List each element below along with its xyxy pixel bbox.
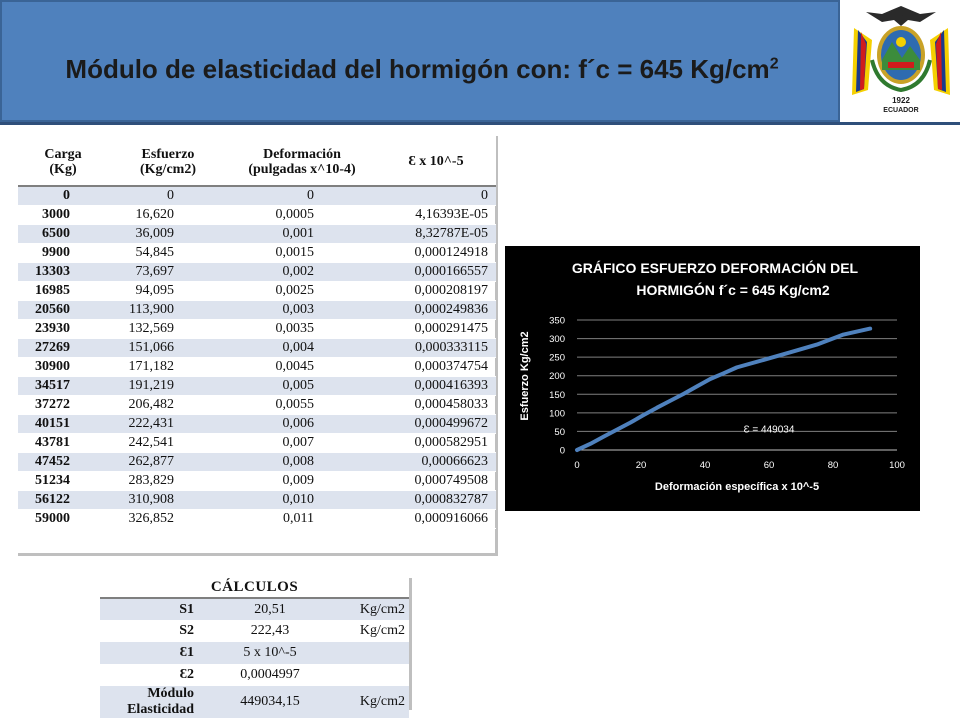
col-header-line: Esfuerzo bbox=[141, 146, 195, 162]
table-cell: 3000 bbox=[18, 206, 108, 225]
table-row bbox=[18, 225, 496, 244]
table-cell: 27269 bbox=[18, 339, 108, 358]
table-cell: 0,0055 bbox=[228, 396, 376, 415]
table-cell: 310,908 bbox=[108, 491, 228, 510]
table-cell: 0,000416393 bbox=[376, 377, 496, 396]
table-cell: 132,569 bbox=[108, 320, 228, 339]
table-cell: 51234 bbox=[18, 472, 108, 491]
table-header-row bbox=[18, 136, 496, 186]
calc-cell: 222,43 bbox=[250, 623, 290, 638]
emblem-year: 1922 bbox=[892, 96, 910, 105]
slide-title-superscript: 2 bbox=[769, 55, 779, 73]
table-cell: 0,0005 bbox=[228, 206, 376, 225]
table-cell: 0,000582951 bbox=[376, 434, 496, 453]
table-cell: 4,16393E-05 bbox=[376, 206, 496, 225]
table-body bbox=[18, 186, 496, 529]
plot-area bbox=[549, 316, 905, 472]
col-header-line: Carga bbox=[44, 146, 82, 162]
table-cell: 73,697 bbox=[108, 263, 228, 282]
calculations-container bbox=[100, 578, 412, 717]
table-cell: 0,000749508 bbox=[376, 472, 496, 491]
table-cell: 30900 bbox=[18, 358, 108, 377]
calc-row bbox=[100, 598, 409, 620]
col-header-line: Deformación bbox=[263, 146, 341, 162]
table-cell: 0,004 bbox=[228, 339, 376, 358]
calc-body bbox=[100, 598, 409, 718]
table-cell: 54,845 bbox=[108, 244, 228, 263]
y-tick-label: 250 bbox=[549, 352, 565, 364]
table-cell: 36,009 bbox=[108, 225, 228, 244]
stress-strain-table bbox=[18, 136, 496, 529]
slide-title bbox=[2, 54, 842, 85]
table-cell: 113,900 bbox=[108, 301, 228, 320]
col-header-line: (pulgadas x^10-4) bbox=[248, 161, 356, 177]
table-cell: 0,000916066 bbox=[376, 510, 496, 529]
x-axis-label: Deformación específica x 10^-5 bbox=[654, 481, 820, 493]
x-tick-label: 40 bbox=[699, 460, 711, 471]
calc-header-row bbox=[100, 578, 409, 598]
table-cell: 0 bbox=[108, 186, 228, 206]
table-row bbox=[18, 510, 496, 529]
table-cell: 0,000333115 bbox=[376, 339, 496, 358]
table-cell: 47452 bbox=[18, 453, 108, 472]
table-row bbox=[18, 339, 496, 358]
table-cell: 9900 bbox=[18, 244, 108, 263]
calculations-table bbox=[100, 578, 409, 718]
table-cell: 0,000208197 bbox=[376, 282, 496, 301]
table-cell: 20560 bbox=[18, 301, 108, 320]
table-cell: 222,431 bbox=[108, 415, 228, 434]
slide-title-text: Módulo de elasticidad del hormigón con: f´c = 645 Kg/cm bbox=[65, 54, 770, 84]
y-tick-label: 350 bbox=[549, 315, 565, 327]
table-cell: 0 bbox=[18, 186, 108, 206]
calc-cell: S2 bbox=[179, 623, 194, 638]
x-tick-label: 0 bbox=[574, 460, 580, 471]
chart-annotation: Ɛ = 449034 bbox=[743, 424, 795, 436]
col-header-line: (Kg/cm2) bbox=[140, 161, 196, 177]
table-cell: 0,010 bbox=[228, 491, 376, 510]
col-header-esfuerzo bbox=[108, 136, 228, 186]
table-row bbox=[18, 206, 496, 225]
table-cell: 0,0015 bbox=[228, 244, 376, 263]
table-cell: 40151 bbox=[18, 415, 108, 434]
calc-cell: 449034,15 bbox=[200, 686, 340, 718]
table-cell: 59000 bbox=[18, 510, 108, 529]
calc-cell bbox=[340, 664, 409, 686]
table-cell: 171,182 bbox=[108, 358, 228, 377]
y-tick-label: 0 bbox=[559, 445, 565, 457]
table-cell: 206,482 bbox=[108, 396, 228, 415]
col-header-epsilon bbox=[376, 136, 496, 186]
table-cell: 13303 bbox=[18, 263, 108, 282]
calc-row bbox=[100, 642, 409, 664]
emblem bbox=[842, 0, 960, 122]
table-cell: 0,0025 bbox=[228, 282, 376, 301]
table-cell: 0,000166557 bbox=[376, 263, 496, 282]
table-cell: 43781 bbox=[18, 434, 108, 453]
calc-cell: Kg/cm2 bbox=[340, 598, 409, 620]
table-cell: 0 bbox=[376, 186, 496, 206]
table-cell: 0,0035 bbox=[228, 320, 376, 339]
table-cell: 151,066 bbox=[108, 339, 228, 358]
calc-cell: 20,51 bbox=[200, 598, 340, 620]
table-cell: 0,006 bbox=[228, 415, 376, 434]
table-cell: 0,001 bbox=[228, 225, 376, 244]
calc-cell: Ɛ1 bbox=[100, 642, 200, 664]
table-cell: 56122 bbox=[18, 491, 108, 510]
table-cell: 0,007 bbox=[228, 434, 376, 453]
table-cell: 94,095 bbox=[108, 282, 228, 301]
table-cell: 242,541 bbox=[108, 434, 228, 453]
table-cell: 0,000458033 bbox=[376, 396, 496, 415]
calc-cell: S1 bbox=[100, 598, 200, 620]
table-cell: 0,000124918 bbox=[376, 244, 496, 263]
calc-row bbox=[100, 664, 409, 686]
table-row bbox=[18, 263, 496, 282]
calc-title: CÁLCULOS bbox=[100, 578, 409, 598]
x-tick-label: 60 bbox=[763, 460, 775, 471]
table-cell: 191,219 bbox=[108, 377, 228, 396]
table-row bbox=[18, 472, 496, 491]
table-cell: 0,000374754 bbox=[376, 358, 496, 377]
calc-cell bbox=[340, 642, 409, 664]
header-divider bbox=[0, 122, 960, 125]
table-cell: 16,620 bbox=[108, 206, 228, 225]
table-row bbox=[18, 434, 496, 453]
y-tick-label: 50 bbox=[554, 426, 565, 438]
y-axis-label: Esfuerzo Kg/cm2 bbox=[519, 331, 531, 421]
table-row bbox=[18, 377, 496, 396]
calc-cell: Módulo Elasticidad bbox=[100, 686, 200, 718]
chart-title-line-2: HORMIGÓN f´c = 645 Kg/cm2 bbox=[636, 282, 830, 298]
table-cell: 0,011 bbox=[228, 510, 376, 529]
table-row bbox=[18, 453, 496, 472]
table-cell: 0,00066623 bbox=[376, 453, 496, 472]
y-tick-label: 200 bbox=[549, 371, 565, 383]
calc-cell: Ɛ2 bbox=[179, 667, 194, 682]
table-cell: 0 bbox=[228, 186, 376, 206]
x-tick-label: 80 bbox=[827, 460, 839, 471]
table-cell: 0,008 bbox=[228, 453, 376, 472]
table-cell: 23930 bbox=[18, 320, 108, 339]
emblem-country: ECUADOR bbox=[883, 107, 919, 114]
table-cell: 0,003 bbox=[228, 301, 376, 320]
y-tick-label: 100 bbox=[549, 408, 565, 420]
calc-row bbox=[100, 620, 409, 642]
data-table-container bbox=[18, 136, 498, 556]
table-row bbox=[18, 396, 496, 415]
calc-cell: Kg/cm2 bbox=[359, 623, 405, 638]
col-header-line: (Kg) bbox=[49, 161, 77, 177]
calc-cell: 0,0004997 bbox=[240, 667, 300, 682]
table-row bbox=[18, 301, 496, 320]
table-row bbox=[18, 244, 496, 263]
chart-svg bbox=[505, 246, 920, 511]
table-row bbox=[18, 320, 496, 339]
table-row bbox=[18, 186, 496, 206]
calc-row bbox=[100, 686, 409, 718]
ecuador-coat-of-arms-icon bbox=[842, 0, 960, 122]
calc-cell: Kg/cm2 bbox=[340, 686, 409, 718]
y-tick-label: 300 bbox=[549, 334, 565, 346]
table-cell: 283,829 bbox=[108, 472, 228, 491]
table-cell: 0,009 bbox=[228, 472, 376, 491]
table-cell: 0,000832787 bbox=[376, 491, 496, 510]
table-cell: 0,005 bbox=[228, 377, 376, 396]
y-tick-label: 150 bbox=[549, 389, 565, 401]
table-row bbox=[18, 415, 496, 434]
table-cell: 262,877 bbox=[108, 453, 228, 472]
col-header-carga bbox=[18, 136, 108, 186]
table-cell: 0,000499672 bbox=[376, 415, 496, 434]
slide-header bbox=[0, 0, 840, 122]
calc-cell: 5 x 10^-5 bbox=[200, 642, 340, 664]
table-cell: 326,852 bbox=[108, 510, 228, 529]
table-row bbox=[18, 282, 496, 301]
col-header-deformacion bbox=[228, 136, 376, 186]
table-cell: 6500 bbox=[18, 225, 108, 244]
table-cell: 16985 bbox=[18, 282, 108, 301]
table-cell: 34517 bbox=[18, 377, 108, 396]
table-cell: 8,32787E-05 bbox=[376, 225, 496, 244]
table-cell: 0,000249836 bbox=[376, 301, 496, 320]
chart-title-line-1: GRÁFICO ESFUERZO DEFORMACIÓN DEL bbox=[571, 260, 859, 276]
table-row bbox=[18, 358, 496, 377]
stress-strain-chart bbox=[505, 246, 920, 511]
table-cell: 37272 bbox=[18, 396, 108, 415]
table-cell: 0,002 bbox=[228, 263, 376, 282]
x-tick-label: 100 bbox=[889, 460, 905, 471]
table-cell: 0,000291475 bbox=[376, 320, 496, 339]
table-cell: 0,0045 bbox=[228, 358, 376, 377]
x-tick-label: 20 bbox=[635, 460, 647, 471]
table-row bbox=[18, 491, 496, 510]
col-header-line: Ɛ x 10^-5 bbox=[408, 154, 464, 169]
